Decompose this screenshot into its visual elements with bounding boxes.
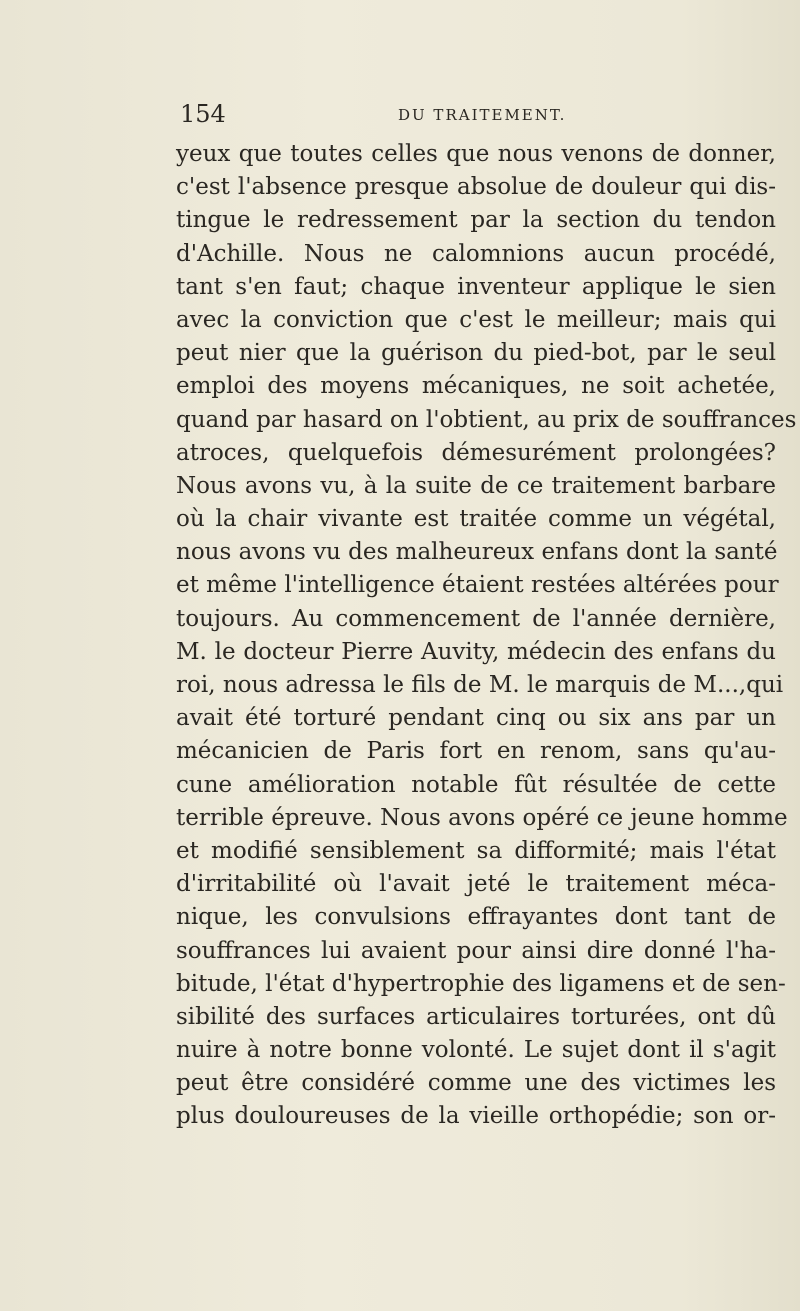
text-line: terrible épreuve. Nous avons opéré ce jeune homme <box>176 804 788 831</box>
text-line: avait été torturé pendant cinq ou six ans par un <box>176 705 776 732</box>
text-line: Nous avons vu, à la suite de ce traitement barbare <box>176 472 776 499</box>
running-head: DU TRAITEMENT. <box>398 106 567 124</box>
text-line: roi, nous adressa le fils de M. le marquis de M...,qui <box>176 672 784 698</box>
text-line: M. le docteur Pierre Auvity, médecin des enfans du <box>176 638 776 665</box>
text-line: tant s'en faut; chaque inventeur applique le sien <box>176 273 776 300</box>
text-line: avec la conviction que c'est le meilleur; mais qui <box>176 306 776 333</box>
text-line: emploi des moyens mécaniques, ne soit achetée, <box>176 373 776 400</box>
text-line: quand par hasard on l'obtient, au prix de souffrances <box>176 406 797 433</box>
text-line: nuire à notre bonne volonté. Le sujet dont il s'agit <box>176 1037 776 1064</box>
text-line: c'est l'absence presque absolue de douleur qui dis- <box>176 174 776 201</box>
text-line: bitude, l'état d'hypertrophie des ligamens et de sen- <box>176 970 786 997</box>
text-line: où la chair vivante est traitée comme un végétal, <box>176 506 776 533</box>
page-number: 154 <box>180 100 226 128</box>
text-line: tingue le redressement par la section du tendon <box>176 207 776 234</box>
text-line: sibilité des surfaces articulaires torturées, ont dû <box>176 1003 776 1030</box>
text-line: souffrances lui avaient pour ainsi dire donné l'ha- <box>176 937 776 964</box>
text-line: peut nier que la guérison du pied-bot, par le seul <box>176 340 776 367</box>
text-line: mécanicien de Paris fort en renom, sans qu'au- <box>176 738 776 765</box>
body-text <box>176 138 797 1134</box>
text-line: d'irritabilité où l'avait jeté le traitement méca- <box>176 871 776 898</box>
text-line: d'Achille. Nous ne calomnions aucun procédé, <box>176 240 776 267</box>
text-line: yeux que toutes celles que nous venons de donner, <box>176 141 776 167</box>
page-header <box>180 100 780 130</box>
text-line: et modifié sensiblement sa difformité; mais l'état <box>176 837 776 864</box>
text-line: nique, les convulsions effrayantes dont tant de <box>176 904 776 931</box>
text-line: peut être considéré comme une des victimes les <box>176 1070 776 1097</box>
text-line: nous avons vu des malheureux enfans dont la santé <box>176 539 778 566</box>
text-line: atroces, quelquefois démesurément prolongées? <box>176 439 776 466</box>
text-line: plus douloureuses de la vieille orthopédie; son or- <box>176 1103 776 1130</box>
text-line: toujours. Au commencement de l'année dernière, <box>176 605 776 632</box>
text-line: cune amélioration notable fût résultée de cette <box>176 771 776 798</box>
text-line: et même l'intelligence étaient restées altérées pour <box>176 572 779 599</box>
